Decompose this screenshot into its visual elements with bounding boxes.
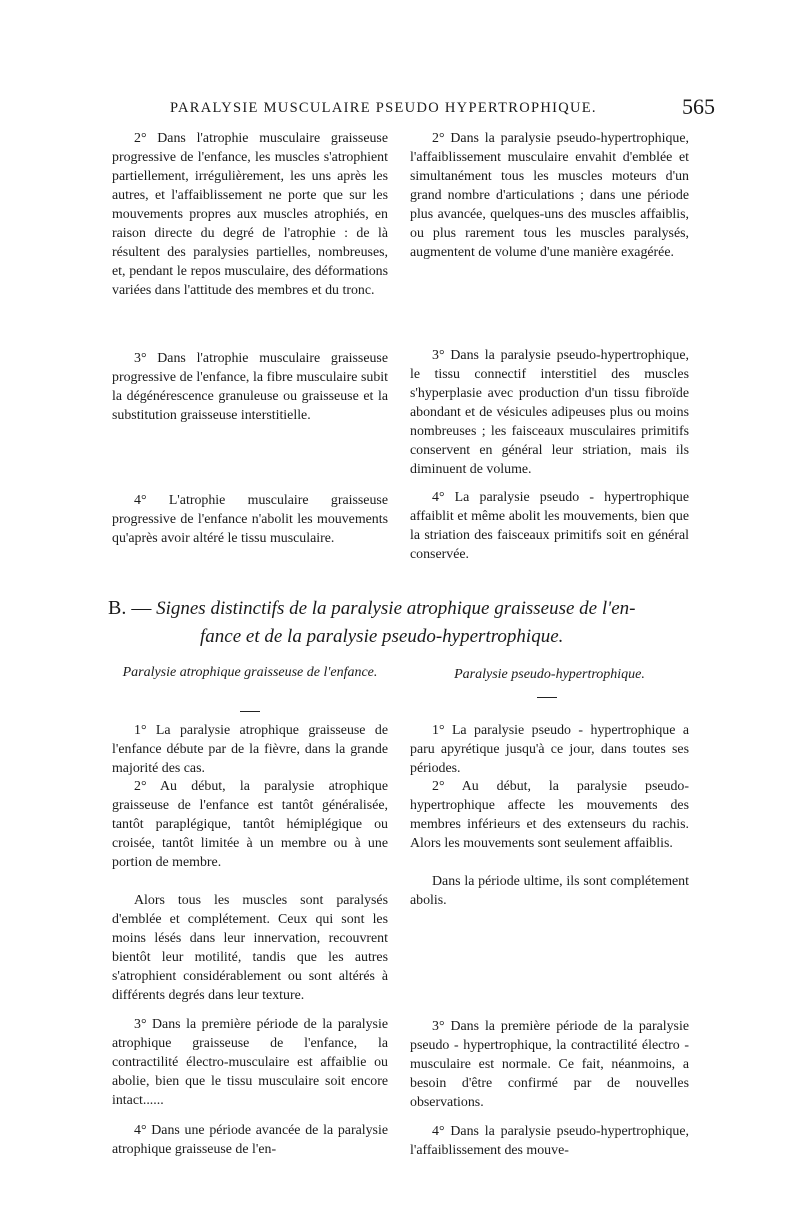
right-column-header: Paralysie pseudo-hypertrophique. <box>454 667 645 682</box>
lower-right-para-2: 2° Au début, la paralysie pseudo-hypertrophique affecte les mouvements des membres inférieurs et des extenseurs du rachis. Alors les mouvements sont seulement affaiblis. <box>410 779 689 851</box>
section-title-line1: Signes distinctifs de la paralysie atrophique graisseuse de l'en- <box>156 598 636 619</box>
upper-left-para-2: 2° Dans l'atrophie musculaire graisseuse progressive de l'enfance, les muscles s'atrophient partiellement, irrégulièrement, les uns après les autres, et l'affaiblissement ne porte que sur les mouvements propres aux muscles atrophiés, en raison directe du degré de l'atrophie : de là résultent des paralysies partielles, nombreuses, et, pendant le repos musculaire, des déformations variées dans l'attitude des membres et du tronc. <box>112 131 388 298</box>
upper-right-para-3: 3° Dans la paralysie pseudo-hypertrophique, le tissu connectif interstitiel des muscles s'hyperplasie avec production d'un tissu fibroïde abondant et de vésicules adipeuses plus ou moins nombreuses ; les faisceaux musculaires primitifs conservent en général leur striation, mais ils diminuent de volume. <box>410 348 689 477</box>
section-heading <box>108 594 698 651</box>
lower-right-para-1: 1° La paralysie pseudo - hypertrophique a paru apyrétique jusqu'à ce jour, dans toutes ses périodes. <box>410 723 689 776</box>
running-title: PARALYSIE MUSCULAIRE PSEUDO HYPERTROPHIQUE. <box>170 100 597 116</box>
section-letter: B. — <box>108 597 152 619</box>
lower-left-para-3: 3° Dans la première période de la paralysie atrophique graisseuse de l'enfance, la contractilité électro-musculaire est affaiblie ou abolie, bien que le tissu musculaire soit encore intact...... <box>112 1017 388 1108</box>
lower-left-para-2: 2° Au début, la paralysie atrophique graisseuse de l'enfance est tantôt généralisée, tantôt paraplégique, tantôt hémiplégique ou croisée, tantôt limitée à un membre ou à une portion de membre. <box>112 779 388 870</box>
lower-left-para-4: 4° Dans une période avancée de la paralysie atrophique graisseuse de l'en- <box>112 1123 388 1157</box>
lower-left-para-1: 1° La paralysie atrophique graisseuse de l'enfance débute par de la fièvre, dans la grande majorité des cas. <box>112 723 388 776</box>
upper-left-para-4: 4° L'atrophie musculaire graisseuse progressive de l'enfance n'abolit les mouvements qu'après avoir altéré le tissu musculaire. <box>112 493 388 546</box>
lower-right-para-2b: Dans la période ultime, ils sont complétement abolis. <box>410 874 689 908</box>
left-column-header: Paralysie atrophique graisseuse de l'enfance. <box>122 665 378 680</box>
lower-left-para-2b: Alors tous les muscles sont paralysés d'emblée et complétement. Ceux qui sont les moins lésés dans leur innervation, recouvrent bientôt leur motilité, tandis que les autres s'atrophient considérablement ou sont altérés à différents degrés dans leur texture. <box>112 893 388 1003</box>
right-header-rule <box>537 697 557 698</box>
upper-left-para-3: 3° Dans l'atrophie musculaire graisseuse progressive de l'enfance, la fibre musculaire subit la dégénérescence granuleuse ou graisseuse et la substitution graisseuse interstitielle. <box>112 351 388 423</box>
upper-right-para-2: 2° Dans la paralysie pseudo-hypertrophique, l'affaiblissement musculaire envahit d'emblée et simultanément tous les muscles moteurs d'un grand nombre d'articulations ; dans une période plus avancée, quelques-uns des muscles affaiblis, ou plus rarement tous les muscles paralysés, augmentent de volume d'une manière exagérée. <box>410 131 689 260</box>
lower-right-para-4: 4° Dans la paralysie pseudo-hypertrophique, l'affaiblissement des mouve- <box>410 1124 689 1158</box>
section-title-line2: fance et de la paralysie pseudo-hypertrophique. <box>200 626 564 647</box>
upper-right-para-4: 4° La paralysie pseudo - hypertrophique affaiblit et même abolit les mouvements, bien que la striation des faisceaux primitifs soit en général conservée. <box>410 490 689 562</box>
lower-right-para-3: 3° Dans la première période de la paralysie pseudo - hypertrophique, la contractilité électro - musculaire est normale. Ce fait, néanmoins, a besoin d'être confirmé par de nouvelles observations. <box>410 1019 689 1110</box>
left-header-rule <box>240 711 260 712</box>
running-header <box>170 96 715 122</box>
page-number: 565 <box>682 94 715 119</box>
